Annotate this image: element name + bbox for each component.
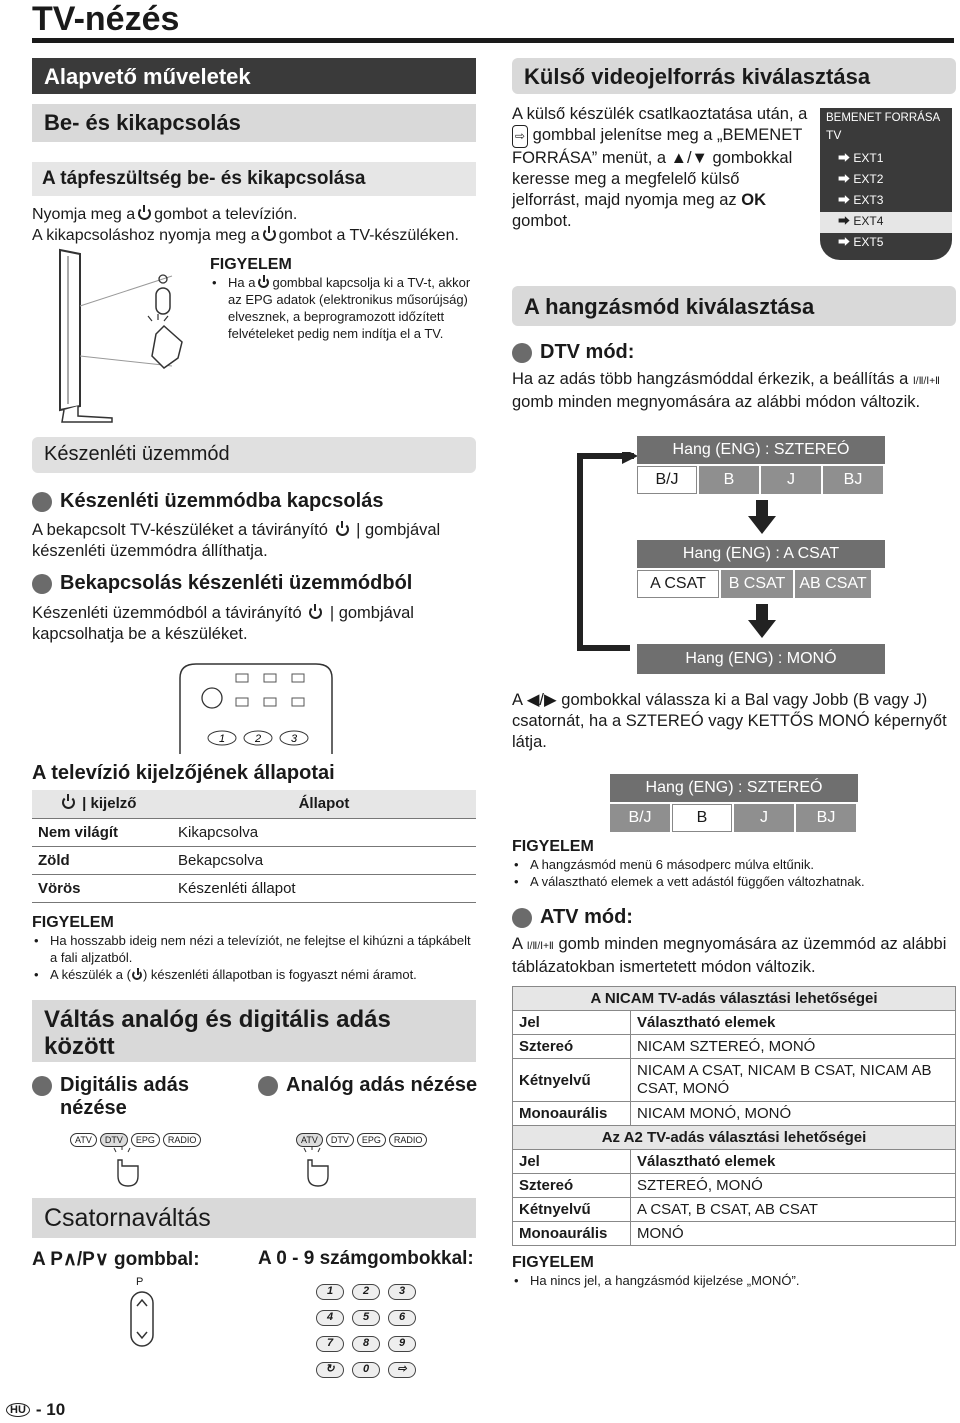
input-source-icon[interactable]: ⇨ [388,1362,416,1378]
power-icon [258,277,269,288]
flow-a-csat: Hang (ENG) : A CSAT [637,540,885,568]
atv-mode-label: ATV mód: [540,906,633,928]
radio-button[interactable]: RADIO [163,1133,202,1147]
flow-stereo-2: Hang (ENG) : SZTEREÓ [610,774,858,802]
menu-item[interactable]: TV [826,128,842,142]
table-cell: Nem világít [32,818,172,846]
figyelem-note [210,256,480,342]
note-item: • Ha hosszabb ideig nem nézi a televíziót, ne felejtse el kihúzni a tápkábelt a fali aljzatból. [32,932,476,966]
p-key-label: P [136,1276,144,1288]
standby-from-heading [32,572,412,595]
menu-item-label: EXT3 [853,193,884,207]
bullet-dot [32,492,52,512]
num-key[interactable]: 2 [352,1284,380,1300]
num-key[interactable]: 9 [388,1336,416,1352]
table-row [513,1198,956,1222]
table-cell: Bekapcsolva [172,846,476,874]
note-text-a: A készülék a ( [50,967,131,982]
num-key[interactable]: 4 [316,1310,344,1326]
up-down-icon: ▲/▼ [670,149,708,167]
power-supply-heading: A tápfeszültség be- és kikapcsolása [32,162,476,196]
standby-from-text-b: gombjával kapcsolhatja be a készüléket. [32,604,414,643]
digital-label: Digitális adás nézése [60,1074,189,1119]
table-head-a: kijelző [90,795,137,813]
power-icon [309,606,322,619]
sound-mode-icon: Ⅰ/Ⅱ/Ⅰ+Ⅱ [912,376,940,387]
remote-key-2: 2 [254,733,262,745]
table-cell: NICAM SZTEREÓ, MONÓ [631,1035,956,1059]
menu-item[interactable] [826,191,946,212]
atv-mode-heading [512,906,633,929]
dtv-text-b: gomb minden megnyomására az alábbi módon változik. [512,393,921,411]
analog-heading [258,1074,478,1097]
ext-text [512,104,808,232]
scart-icon: ⮕ [838,214,851,228]
flow-cell: AB CSAT [795,570,871,598]
standby-heading: Készenléti üzemmód [32,437,476,473]
table-head: Választható elemek [631,1011,956,1035]
num-key[interactable]: 3 [388,1284,416,1300]
down-arrow-icon [746,604,778,640]
note-text-b: ) készenléti állapotban is fogyaszt némi áramot. [142,967,417,982]
lr-text-a: A [512,691,523,709]
atv-text [512,934,956,978]
figyelem-right-3 [512,1254,956,1289]
ext-text-c: gombokkal keresse meg a megfelelő külső jelforrást, majd nyomja meg az [512,149,793,209]
dtv-button[interactable]: DTV [100,1133,128,1147]
flow-cell: B CSAT [721,570,793,598]
standby-to-text-a: A bekapcsolt TV-készüléket a távirányító [32,521,328,539]
lang-badge: HU [6,1403,30,1417]
figyelem2-title: FIGYELEM [32,914,114,931]
table-row [513,1102,956,1126]
up-arrow-icon: ∧ [62,1249,77,1270]
display-state-table [32,790,476,903]
table-row [513,1035,956,1059]
table-head: Jel [513,1150,631,1174]
section-basic-ops: Alapvető műveletek [32,58,476,94]
menu-item-label: EXT5 [853,235,884,249]
standby-to-heading [32,490,383,513]
hand-press-icon [298,1146,332,1190]
flow-cell: J [761,466,821,494]
figyelem-title: FIGYELEM [512,1254,594,1271]
menu-item-label: EXT4 [853,214,884,228]
menu-item-selected[interactable] [820,212,952,233]
nicam-table [512,986,956,1246]
nicam-title: A NICAM TV-adás választási lehetőségei [513,987,956,1011]
table-cell: Kétnyelvű [513,1059,631,1102]
atv-text-a: A [512,935,523,953]
digital-heading [32,1074,252,1120]
table-cell: SZTEREÓ, MONÓ [631,1174,956,1198]
page-footer [6,1400,65,1420]
switch-heading: Váltás analóg és digitális adás között [32,1000,476,1062]
power-icon [138,207,151,220]
power-text1-a: Nyomja meg a [32,206,136,223]
table-cell: A CSAT, B CSAT, AB CSAT [631,1198,956,1222]
ext-text-d: gombot. [512,212,572,230]
atv-button[interactable]: ATV [296,1133,323,1147]
num-key[interactable]: 7 [316,1336,344,1352]
menu-title: BEMENET FORRÁSA [826,112,941,124]
flow-stereo-2-cells [610,804,856,832]
lr-text-b: gombokkal válassza ki a Bal vagy Jobb (B vagy J) csatornát, ha a SZTEREÓ vagy KETTŐS MONÓ képernyőt látja. [512,691,947,751]
dtv-mode-label: DTV mód: [540,341,635,363]
figyelem-right [512,838,956,890]
power-text2-a: A kikapcsoláshoz nyomja meg a [32,227,260,244]
bullet-dot [512,343,532,363]
remote-illustration [176,658,336,758]
p-label-b: /P [76,1249,95,1270]
standby-to-text-b: gombjával készenléti üzemmódra állíthatja. [32,521,441,560]
flow-cell: A CSAT [637,570,719,598]
scart-icon: ⮕ [838,151,851,165]
down-arrow-icon: ∨ [94,1249,109,1270]
table-cell: NICAM MONÓ, MONÓ [631,1102,956,1126]
flow-stereo: Hang (ENG) : SZTEREÓ [637,436,885,464]
ok-label: OK [741,191,767,209]
table-row [513,1222,956,1246]
standby-from-text: Készenléti üzemmódból a távirányító | gombjával kapcsolhatja be a készüléket. [32,604,414,643]
table-cell: Zöld [32,846,172,874]
flow-stereo-cells [637,466,883,494]
standby-to-text: A bekapcsolt TV-készüléket a távirányító | gombjával készenléti üzemmódra állíthatja. [32,521,441,560]
table-cell: Kikapcsolva [172,818,476,846]
table-row [513,1174,956,1198]
power-icon [132,970,142,980]
ext-text-b: gombbal jelenítse meg a „BEMENET FORRÁSA” menüt, a [512,126,802,167]
left-right-icon: ◀/▶ [526,691,557,709]
ext-heading: Külső videojelforrás kiválasztása [512,58,956,94]
dtv-text [512,369,956,413]
title-rule [32,38,954,43]
figyelem-title: FIGYELEM [512,838,594,855]
bullet-dot [32,574,52,594]
ext-text-a: A külső készülék csatlkaoztatása után, a [512,105,808,123]
bullet-dot [32,1076,52,1096]
sound-mode-icon: Ⅰ/Ⅱ/Ⅰ+Ⅱ [526,941,554,952]
power-icon [263,228,276,241]
power-text [32,204,476,246]
dtv-mode-heading [512,341,634,364]
menu-item-label: EXT1 [853,151,884,165]
table-cell: Monoaurális [513,1102,631,1126]
remote-key-3: 3 [290,733,298,745]
p-label-a: A P [32,1249,63,1270]
table-row [513,987,956,1011]
nicam-table-wrap [512,986,956,1246]
table-cell: Kétnyelvű [513,1198,631,1222]
flow-a-csat-cells [637,570,871,598]
channel-heading: Csatornaváltás [32,1198,476,1238]
note-item: • A választható elemek a vett adástól függően változhatnak. [512,873,956,890]
a2-title: Az A2 TV-adás választási lehetőségei [513,1126,956,1150]
hand-press-icon [108,1146,142,1190]
display-state-heading: A televízió kijelzőjének állapotai [32,762,335,784]
menu-item-label: EXT2 [853,172,884,186]
table-row [32,874,476,902]
menu-item[interactable] [826,149,946,170]
epg-button[interactable]: EPG [357,1133,386,1147]
figyelem-title: FIGYELEM [210,256,292,273]
num-buttons-label: A 0 - 9 számgombokkal: [258,1248,474,1269]
table-header-row [32,790,476,818]
figyelem-text-a: Ha a [228,275,256,290]
table-row [32,818,476,846]
standby-from-label: Bekapcsolás készenléti üzemmódból [60,572,413,594]
p-buttons-label [32,1248,200,1271]
flow-cell: BJ [823,466,883,494]
table-row [513,1011,956,1035]
standby-to-label: Készenléti üzemmódba kapcsolás [60,490,384,512]
radio-button[interactable]: RADIO [389,1133,428,1147]
scart-icon: ⮕ [838,193,851,207]
table-cell: MONÓ [631,1222,956,1246]
table-head-display: | kijelző [32,790,172,818]
power-icon [336,523,349,536]
table-head: Választható elemek [631,1150,956,1174]
epg-button[interactable]: EPG [131,1133,160,1147]
num-key[interactable]: 6 [388,1310,416,1326]
atv-text-b: gomb minden megnyomására az üzemmód az alábbi táblázatokban ismertetett módon változik. [512,935,947,976]
note-item [32,966,476,983]
figyelem-item [210,274,480,342]
numeric-keypad [316,1284,426,1378]
table-cell: Készenléti állapot [172,874,476,902]
num-key[interactable]: 5 [352,1310,380,1326]
flow-cell: B [699,466,759,494]
table-head: Jel [513,1011,631,1035]
standby-from-text-a: Készenléti üzemmódból a távirányító [32,604,302,622]
menu-item[interactable] [826,233,946,254]
note-item: • Ha nincs jel, a hangzásmód kijelzése „MONÓ”. [512,1272,956,1289]
dtv-button[interactable]: DTV [326,1133,354,1147]
power-text2-b: gombot a TV-készüléken. [278,227,459,244]
page-title: TV-nézés [32,0,180,38]
dtv-text-a: Ha az adás több hangzásmóddal érkezik, a beállítás a [512,370,909,388]
power-text1-b: gombot a televízión. [154,206,298,223]
flow-cell: J [734,804,794,832]
page-number: - 10 [35,1400,66,1419]
table-cell: Vörös [32,874,172,902]
note-item: • A hangzásmód menü 6 másodperc múlva eltűnik. [512,856,956,873]
channel-rocker[interactable] [128,1290,156,1348]
scart-icon: ⮕ [838,172,851,186]
table-row [513,1059,956,1102]
table-row [32,846,476,874]
sound-heading: A hangzásmód kiválasztása [512,286,956,326]
flow-return-line [574,452,644,662]
atv-button[interactable]: ATV [70,1133,97,1147]
table-cell: Sztereó [513,1035,631,1059]
num-key[interactable]: 0 [352,1362,380,1378]
flow-cell: B/J [610,804,670,832]
flow-cell: B/J [637,466,697,494]
menu-item[interactable] [826,170,946,191]
table-row [513,1126,956,1150]
bullet-dot [512,908,532,928]
flow-cell: B [672,804,732,832]
table-cell: Sztereó [513,1174,631,1198]
figyelem2-note [32,914,476,983]
num-key[interactable]: 8 [352,1336,380,1352]
flow-mono: Hang (ENG) : MONÓ [637,644,885,674]
table-row [513,1150,956,1174]
power-icon [62,796,75,809]
table-head-state: Állapot [172,790,476,818]
input-icon: ⇨ [512,125,528,148]
figyelem-text-b: gombbal kapcsolja ki a TV-t, akkor az EPG adatok (elektronikus műsorújság) elvesznek, a beprogramozott időzített felvételeket pedig nem indítja el a TV. [228,275,471,341]
scart-icon: ⮕ [838,235,851,249]
bullet-dot [258,1076,278,1096]
remote-key-1: 1 [218,733,226,745]
p-label-c: gombbal: [114,1249,200,1270]
down-arrow-icon [746,500,778,536]
table-cell: NICAM A CSAT, NICAM B CSAT, NICAM AB CSAT, MONÓ [631,1059,956,1102]
table-cell: Monoaurális [513,1222,631,1246]
num-key[interactable]: 1 [316,1284,344,1300]
lr-text [512,690,956,753]
section-on-off: Be- és kikapcsolás [32,104,476,142]
tv-side-illustration [32,246,202,426]
analog-label: Analóg adás nézése [286,1074,478,1096]
flashback-icon[interactable]: ↻ [316,1362,344,1378]
flow-cell: BJ [796,804,856,832]
input-source-menu [820,108,952,260]
